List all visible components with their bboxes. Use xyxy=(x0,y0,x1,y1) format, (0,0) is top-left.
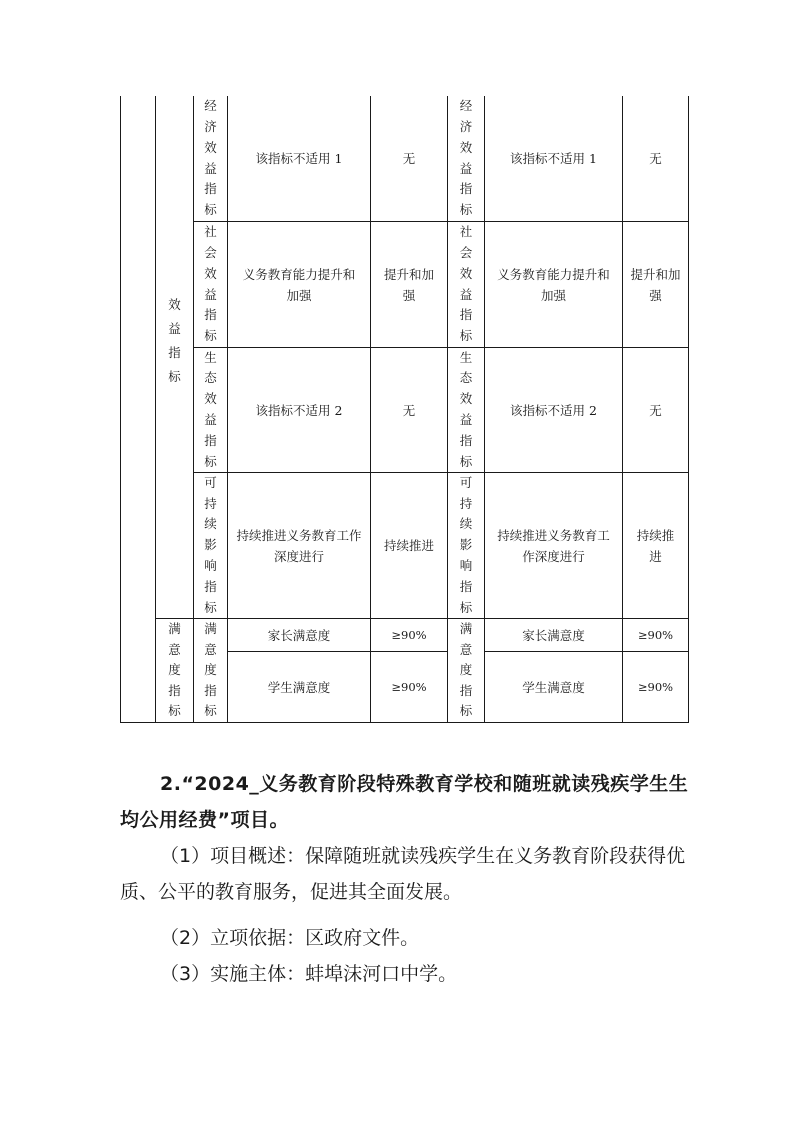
indicator-name: 满意度指标 xyxy=(204,621,217,719)
indicator-name: 经济效益指标 xyxy=(204,98,217,218)
indicator-name: 社会效益指标 xyxy=(459,224,473,344)
indicator-content: 该指标不适用 1 xyxy=(510,151,597,166)
implementing-entity: （3）实施主体：蚌埠沫河口中学。 xyxy=(160,963,458,985)
project-basis: （2）立项依据：区政府文件。 xyxy=(160,927,420,949)
indicator-content: 该指标不适用 2 xyxy=(255,402,343,418)
project-overview: （1）项目概述：保障随班就读残疾学生在义务教育阶段获得优质、公平的教育服务，促进其全面发展。 xyxy=(120,845,686,903)
indicator-value: 无 xyxy=(649,402,662,418)
indicator-content: 该指标不适用 2 xyxy=(510,402,597,418)
indicator-value: ≥90% xyxy=(637,679,674,694)
indicator-value: 提升和加强 xyxy=(383,266,434,303)
indicator-content: 学生满意度 xyxy=(267,679,331,695)
indicator-value: 持续推进 xyxy=(383,538,434,553)
indicator-value: 持续推进 xyxy=(636,527,675,564)
table-line xyxy=(688,96,689,723)
indicator-content: 持续推进义务教育工作深度进行 xyxy=(236,527,362,564)
indicator-content: 家长满意度 xyxy=(267,627,331,643)
indicator-content: 该指标不适用 1 xyxy=(255,151,343,166)
table-line xyxy=(120,96,121,723)
indicator-content: 持续推进义务教育工作深度进行 xyxy=(497,527,610,564)
indicator-table xyxy=(120,96,689,723)
indicator-content: 家长满意度 xyxy=(522,627,585,643)
indicator-content: 义务教育能力提升和加强 xyxy=(497,266,610,303)
indicator-name: 满意度指标 xyxy=(459,621,473,719)
indicator-name: 可持续影响指标 xyxy=(204,474,217,615)
indicator-value: ≥90% xyxy=(391,627,427,642)
indicator-content: 学生满意度 xyxy=(522,679,585,695)
indicator-value: 无 xyxy=(402,151,416,166)
indicator-name: 社会效益指标 xyxy=(204,224,217,344)
table-line xyxy=(120,722,689,723)
section-heading: 2.“2024_义务教育阶段特殊教育学校和随班就读残疾学生生均公用经费”项目。 xyxy=(120,773,689,831)
indicator-value: ≥90% xyxy=(391,679,427,694)
category-benefit: 效益指标 xyxy=(168,297,181,384)
indicator-name: 可持续影响指标 xyxy=(459,474,473,615)
indicator-name: 经济效益指标 xyxy=(459,98,473,218)
category-satisfaction: 满意度指标 xyxy=(168,621,181,719)
indicator-value: 提升和加强 xyxy=(630,266,681,303)
indicator-value: 无 xyxy=(402,402,416,418)
indicator-value: ≥90% xyxy=(637,627,674,642)
indicator-name: 生态效益指标 xyxy=(204,349,217,469)
indicator-value: 无 xyxy=(649,151,662,166)
indicator-name: 生态效益指标 xyxy=(459,349,473,469)
indicator-content: 义务教育能力提升和加强 xyxy=(242,266,356,303)
